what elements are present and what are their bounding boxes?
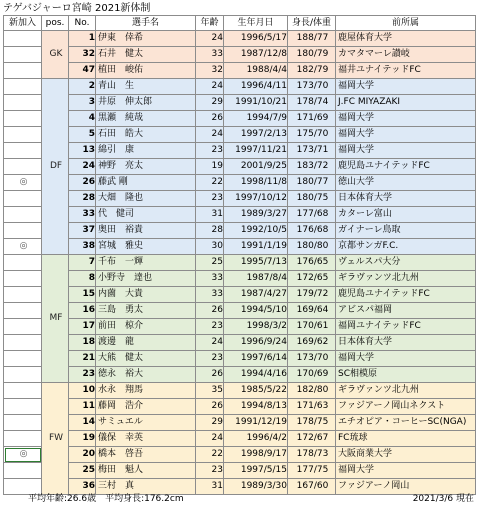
cell-name[interactable]: 井原 伸太郎 bbox=[96, 95, 196, 111]
cell-name[interactable]: 藤岡 浩介 bbox=[96, 399, 196, 415]
cell-birthdate[interactable]: 1998/3/2 bbox=[224, 319, 288, 335]
cell-age[interactable]: 25 bbox=[196, 255, 224, 271]
cell-height-weight[interactable]: 173/71 bbox=[288, 143, 336, 159]
cell-name[interactable]: 青山 生 bbox=[96, 79, 196, 95]
cell-birthdate[interactable]: 1994/7/9 bbox=[224, 111, 288, 127]
cell-age[interactable]: 26 bbox=[196, 111, 224, 127]
cell-number[interactable]: 15 bbox=[69, 287, 96, 303]
cell-prev-club[interactable]: 福岡大学 bbox=[336, 79, 476, 95]
cell-new-mark[interactable] bbox=[4, 95, 42, 111]
cell-age[interactable]: 33 bbox=[196, 287, 224, 303]
cell-age[interactable]: 24 bbox=[196, 31, 224, 47]
cell-prev-club[interactable]: 福岡大学 bbox=[336, 111, 476, 127]
cell-height-weight[interactable]: 179/72 bbox=[288, 287, 336, 303]
cell-number[interactable]: 13 bbox=[69, 143, 96, 159]
cell-height-weight[interactable]: 180/80 bbox=[288, 239, 336, 255]
cell-number[interactable]: 17 bbox=[69, 319, 96, 335]
cell-prev-club[interactable]: 徳山大学 bbox=[336, 175, 476, 191]
cell-prev-club[interactable]: 日本体育大学 bbox=[336, 335, 476, 351]
cell-prev-club[interactable]: ギラヴァンツ北九州 bbox=[336, 383, 476, 399]
cell-name[interactable]: 伊東 倖希 bbox=[96, 31, 196, 47]
cell-new-mark[interactable] bbox=[4, 159, 42, 175]
cell-number[interactable]: 23 bbox=[69, 367, 96, 383]
cell-height-weight[interactable]: 170/69 bbox=[288, 367, 336, 383]
cell-name[interactable]: 三村 真 bbox=[96, 479, 196, 495]
cell-prev-club[interactable]: ファジアーノ岡山 bbox=[336, 479, 476, 495]
cell-name[interactable]: 三島 勇太 bbox=[96, 303, 196, 319]
header-birth[interactable]: 生年月日 bbox=[224, 16, 288, 31]
cell-prev-club[interactable]: 福岡大学 bbox=[336, 143, 476, 159]
cell-age[interactable]: 23 bbox=[196, 319, 224, 335]
cell-height-weight[interactable]: 172/67 bbox=[288, 431, 336, 447]
cell-number[interactable]: 10 bbox=[69, 383, 96, 399]
cell-new-mark[interactable] bbox=[4, 399, 42, 415]
cell-prev-club[interactable]: J.FC MIYAZAKI bbox=[336, 95, 476, 111]
cell-birthdate[interactable]: 2001/9/25 bbox=[224, 159, 288, 175]
cell-age[interactable]: 22 bbox=[196, 175, 224, 191]
player-row bbox=[4, 207, 476, 223]
cell-prev-club[interactable]: 福井ユナイテッドFC bbox=[336, 63, 476, 79]
cell-birthdate[interactable]: 1989/3/30 bbox=[224, 479, 288, 495]
cell-birthdate[interactable]: 1997/5/15 bbox=[224, 463, 288, 479]
cell-birthdate[interactable]: 1987/12/8 bbox=[224, 47, 288, 63]
cell-number[interactable]: 7 bbox=[69, 255, 96, 271]
player-row bbox=[4, 95, 476, 111]
cell-name[interactable]: 石井 健太 bbox=[96, 47, 196, 63]
cell-number[interactable]: 19 bbox=[69, 431, 96, 447]
cell-birthdate[interactable]: 1998/11/8 bbox=[224, 175, 288, 191]
cell-prev-club[interactable]: 大阪商業大学 bbox=[336, 447, 476, 463]
cell-prev-club[interactable]: 鹿児島ユナイテッドFC bbox=[336, 287, 476, 303]
cell-age[interactable]: 26 bbox=[196, 367, 224, 383]
date-note: 2021/3/6 現在 bbox=[412, 494, 474, 504]
player-row bbox=[4, 223, 476, 239]
player-row bbox=[4, 127, 476, 143]
player-row bbox=[4, 367, 476, 383]
averages-note: 平均年齢:26.6歳 平均身長:176.2cm bbox=[28, 494, 184, 504]
player-row bbox=[4, 143, 476, 159]
cell-prev-club[interactable]: 京都サンガF.C. bbox=[336, 239, 476, 255]
roster-table bbox=[3, 15, 476, 495]
header-prev-club[interactable]: 前所属 bbox=[336, 16, 476, 31]
cell-prev-club[interactable]: ギラヴァンツ北九州 bbox=[336, 271, 476, 287]
cell-birthdate[interactable]: 1998/9/17 bbox=[224, 447, 288, 463]
cell-number[interactable]: 33 bbox=[69, 207, 96, 223]
cell-age[interactable]: 24 bbox=[196, 79, 224, 95]
cell-new-mark[interactable] bbox=[4, 431, 42, 447]
header-age[interactable]: 年齢 bbox=[196, 16, 224, 31]
cell-height-weight[interactable]: 169/62 bbox=[288, 335, 336, 351]
cell-new-mark[interactable] bbox=[4, 383, 42, 399]
cell-age[interactable]: 23 bbox=[196, 143, 224, 159]
cell-prev-club[interactable]: FC琉球 bbox=[336, 431, 476, 447]
cell-age[interactable]: 23 bbox=[196, 463, 224, 479]
cell-birthdate[interactable]: 1996/4/2 bbox=[224, 431, 288, 447]
header-no[interactable]: No. bbox=[69, 16, 96, 31]
cell-age[interactable]: 26 bbox=[196, 399, 224, 415]
cell-number[interactable]: 36 bbox=[69, 479, 96, 495]
cell-height-weight[interactable]: 173/70 bbox=[288, 79, 336, 95]
cell-prev-club[interactable]: カマタマーレ讃岐 bbox=[336, 47, 476, 63]
cell-new-mark[interactable] bbox=[4, 463, 42, 479]
cell-new-mark[interactable] bbox=[4, 287, 42, 303]
player-row bbox=[4, 303, 476, 319]
cell-number[interactable]: 25 bbox=[69, 463, 96, 479]
player-row bbox=[4, 447, 476, 463]
player-row bbox=[4, 383, 476, 399]
cell-age[interactable]: 32 bbox=[196, 63, 224, 79]
cell-number[interactable]: 38 bbox=[69, 239, 96, 255]
cell-new-mark[interactable] bbox=[4, 255, 42, 271]
cell-age[interactable]: 30 bbox=[196, 239, 224, 255]
cell-height-weight[interactable]: 180/75 bbox=[288, 191, 336, 207]
player-row bbox=[4, 319, 476, 335]
cell-age[interactable]: 19 bbox=[196, 159, 224, 175]
cell-birthdate[interactable]: 1991/10/21 bbox=[224, 95, 288, 111]
player-row bbox=[4, 255, 476, 271]
cell-age[interactable]: 31 bbox=[196, 207, 224, 223]
cell-prev-club[interactable]: 鹿児島ユナイテッドFC bbox=[336, 159, 476, 175]
cell-number[interactable]: 5 bbox=[69, 127, 96, 143]
cell-number[interactable]: 3 bbox=[69, 95, 96, 111]
cell-name[interactable]: 石田 皓大 bbox=[96, 127, 196, 143]
cell-birthdate[interactable]: 1985/5/22 bbox=[224, 383, 288, 399]
player-row bbox=[4, 415, 476, 431]
cell-age[interactable]: 24 bbox=[196, 335, 224, 351]
cell-new-mark[interactable] bbox=[4, 319, 42, 335]
cell-number[interactable]: 11 bbox=[69, 399, 96, 415]
cell-new-mark[interactable] bbox=[4, 47, 42, 63]
cell-prev-club[interactable]: ヴェルスパ大分 bbox=[336, 255, 476, 271]
cell-prev-club[interactable]: 福岡大学 bbox=[336, 351, 476, 367]
cell-name[interactable]: 奥田 裕貴 bbox=[96, 223, 196, 239]
cell-number[interactable]: 24 bbox=[69, 159, 96, 175]
cell-prev-club[interactable]: 福岡大学 bbox=[336, 127, 476, 143]
cell-new-mark[interactable]: ◎ bbox=[4, 175, 42, 191]
cell-new-mark[interactable] bbox=[4, 191, 42, 207]
cell-number[interactable]: 2 bbox=[69, 79, 96, 95]
cell-name[interactable]: 大熊 健太 bbox=[96, 351, 196, 367]
header-row bbox=[4, 16, 476, 31]
cell-birthdate[interactable]: 1987/8/4 bbox=[224, 271, 288, 287]
cell-position-gk[interactable]: GK bbox=[42, 31, 69, 79]
cell-number[interactable]: 8 bbox=[69, 271, 96, 287]
cell-new-mark[interactable] bbox=[4, 367, 42, 383]
cell-name[interactable]: 植田 峻佑 bbox=[96, 63, 196, 79]
cell-new-mark[interactable]: ◎ bbox=[4, 239, 42, 255]
cell-birthdate[interactable]: 1995/7/13 bbox=[224, 255, 288, 271]
cell-name[interactable]: 黒瀬 純哉 bbox=[96, 111, 196, 127]
cell-age[interactable]: 28 bbox=[196, 223, 224, 239]
cell-age[interactable]: 23 bbox=[196, 191, 224, 207]
cell-birthdate[interactable]: 1997/2/13 bbox=[224, 127, 288, 143]
cell-height-weight[interactable]: 178/75 bbox=[288, 415, 336, 431]
cell-age[interactable]: 35 bbox=[196, 383, 224, 399]
cell-new-mark[interactable] bbox=[4, 111, 42, 127]
player-row bbox=[4, 63, 476, 79]
cell-name[interactable]: 宮城 雅史 bbox=[96, 239, 196, 255]
cell-height-weight[interactable]: 178/74 bbox=[288, 95, 336, 111]
player-row bbox=[4, 79, 476, 95]
cell-birthdate[interactable]: 1989/3/27 bbox=[224, 207, 288, 223]
cell-new-mark[interactable] bbox=[4, 303, 42, 319]
cell-birthdate[interactable]: 1992/10/5 bbox=[224, 223, 288, 239]
player-row bbox=[4, 335, 476, 351]
cell-new-mark[interactable] bbox=[4, 223, 42, 239]
cell-new-mark[interactable] bbox=[4, 207, 42, 223]
cell-height-weight[interactable]: 171/69 bbox=[288, 111, 336, 127]
cell-number[interactable]: 14 bbox=[69, 415, 96, 431]
cell-number[interactable]: 32 bbox=[69, 47, 96, 63]
cell-age[interactable]: 23 bbox=[196, 351, 224, 367]
cell-age[interactable]: 29 bbox=[196, 95, 224, 111]
cell-position-mf[interactable]: MF bbox=[42, 255, 69, 383]
cell-new-mark[interactable] bbox=[4, 143, 42, 159]
cell-birthdate[interactable]: 1997/11/21 bbox=[224, 143, 288, 159]
cell-name[interactable]: 内薗 大貴 bbox=[96, 287, 196, 303]
player-row bbox=[4, 239, 476, 255]
cell-height-weight[interactable]: 167/60 bbox=[288, 479, 336, 495]
cell-name[interactable]: 千布 一輝 bbox=[96, 255, 196, 271]
cell-name[interactable]: 前田 椋介 bbox=[96, 319, 196, 335]
cell-name[interactable]: 渡邊 龍 bbox=[96, 335, 196, 351]
cell-age[interactable]: 26 bbox=[196, 303, 224, 319]
cell-age[interactable]: 29 bbox=[196, 415, 224, 431]
cell-height-weight[interactable]: 180/79 bbox=[288, 47, 336, 63]
cell-birthdate[interactable]: 1991/1/19 bbox=[224, 239, 288, 255]
player-row bbox=[4, 47, 476, 63]
cell-height-weight[interactable]: 188/77 bbox=[288, 31, 336, 47]
player-row bbox=[4, 463, 476, 479]
cell-name[interactable]: 小野寺 達也 bbox=[96, 271, 196, 287]
cell-number[interactable]: 26 bbox=[69, 175, 96, 191]
cell-age[interactable]: 33 bbox=[196, 47, 224, 63]
cell-number[interactable]: 1 bbox=[69, 31, 96, 47]
cell-birthdate[interactable]: 1997/10/12 bbox=[224, 191, 288, 207]
cell-age[interactable]: 24 bbox=[196, 431, 224, 447]
cell-height-weight[interactable]: 169/64 bbox=[288, 303, 336, 319]
cell-birthdate[interactable]: 1996/9/24 bbox=[224, 335, 288, 351]
cell-height-weight[interactable]: 177/68 bbox=[288, 207, 336, 223]
player-row bbox=[4, 399, 476, 415]
cell-height-weight[interactable]: 183/72 bbox=[288, 159, 336, 175]
cell-name[interactable]: 橋本 啓吾 bbox=[96, 447, 196, 463]
cell-number[interactable]: 28 bbox=[69, 191, 96, 207]
cell-height-weight[interactable]: 177/75 bbox=[288, 463, 336, 479]
cell-prev-club[interactable]: エチオピア・コーヒーSC(NGA) bbox=[336, 415, 476, 431]
cell-prev-club[interactable]: SC相模原 bbox=[336, 367, 476, 383]
cell-new-mark[interactable] bbox=[4, 127, 42, 143]
cell-name[interactable]: 儀保 幸英 bbox=[96, 431, 196, 447]
player-row bbox=[4, 159, 476, 175]
cell-name[interactable]: 代 健司 bbox=[96, 207, 196, 223]
cell-age[interactable]: 22 bbox=[196, 447, 224, 463]
cell-number[interactable]: 18 bbox=[69, 335, 96, 351]
cell-new-mark[interactable] bbox=[4, 335, 42, 351]
cell-new-mark[interactable] bbox=[4, 271, 42, 287]
cell-birthdate[interactable]: 1996/4/11 bbox=[224, 79, 288, 95]
cell-name[interactable]: 神野 亮太 bbox=[96, 159, 196, 175]
cell-height-weight[interactable]: 172/65 bbox=[288, 271, 336, 287]
cell-name[interactable]: 大畑 隆也 bbox=[96, 191, 196, 207]
cell-number[interactable]: 4 bbox=[69, 111, 96, 127]
cell-position-fw[interactable]: FW bbox=[42, 383, 69, 495]
player-row bbox=[4, 111, 476, 127]
cell-number[interactable]: 47 bbox=[69, 63, 96, 79]
header-pos[interactable]: pos. bbox=[42, 16, 69, 31]
cell-birthdate[interactable]: 1991/12/19 bbox=[224, 415, 288, 431]
cell-birthdate[interactable]: 1987/4/27 bbox=[224, 287, 288, 303]
cell-birthdate[interactable]: 1988/4/4 bbox=[224, 63, 288, 79]
player-row bbox=[4, 191, 476, 207]
cell-birthdate[interactable]: 1994/4/16 bbox=[224, 367, 288, 383]
player-row bbox=[4, 431, 476, 447]
cell-new-mark[interactable] bbox=[4, 63, 42, 79]
cell-new-mark[interactable] bbox=[4, 79, 42, 95]
cell-prev-club[interactable]: 鹿屋体育大学 bbox=[336, 31, 476, 47]
cell-height-weight[interactable]: 176/68 bbox=[288, 223, 336, 239]
cell-age[interactable]: 24 bbox=[196, 127, 224, 143]
cell-height-weight[interactable]: 170/61 bbox=[288, 319, 336, 335]
cell-birthdate[interactable]: 1994/8/13 bbox=[224, 399, 288, 415]
cell-prev-club[interactable]: 福岡大学 bbox=[336, 463, 476, 479]
roster-body bbox=[4, 31, 476, 495]
player-row bbox=[4, 287, 476, 303]
cell-prev-club[interactable]: ファジアーノ岡山ネクスト bbox=[336, 399, 476, 415]
cell-height-weight[interactable]: 176/65 bbox=[288, 255, 336, 271]
cell-age[interactable]: 31 bbox=[196, 479, 224, 495]
cell-prev-club[interactable]: ガイナーレ鳥取 bbox=[336, 223, 476, 239]
cell-birthdate[interactable]: 1996/5/17 bbox=[224, 31, 288, 47]
cell-prev-club[interactable]: 日本体育大学 bbox=[336, 191, 476, 207]
cell-birthdate[interactable]: 1994/5/10 bbox=[224, 303, 288, 319]
player-row bbox=[4, 31, 476, 47]
player-row bbox=[4, 175, 476, 191]
cell-number[interactable]: 21 bbox=[69, 351, 96, 367]
cell-name[interactable]: 綿引 康 bbox=[96, 143, 196, 159]
cell-name[interactable]: 水永 翔馬 bbox=[96, 383, 196, 399]
cell-name[interactable]: 梅田 魁人 bbox=[96, 463, 196, 479]
cell-height-weight[interactable]: 173/70 bbox=[288, 351, 336, 367]
cell-number[interactable]: 16 bbox=[69, 303, 96, 319]
header-height-weight[interactable]: 身長/体重 bbox=[288, 16, 336, 31]
cell-height-weight[interactable]: 175/70 bbox=[288, 127, 336, 143]
cell-age[interactable]: 33 bbox=[196, 271, 224, 287]
cell-prev-club[interactable]: アビスパ福岡 bbox=[336, 303, 476, 319]
header-new[interactable]: 新加入 bbox=[4, 16, 42, 31]
cell-name[interactable]: 徳永 裕大 bbox=[96, 367, 196, 383]
cell-height-weight[interactable]: 171/63 bbox=[288, 399, 336, 415]
cell-height-weight[interactable]: 180/77 bbox=[288, 175, 336, 191]
cell-new-mark[interactable] bbox=[4, 31, 42, 47]
header-name[interactable]: 選手名 bbox=[96, 16, 196, 31]
cell-height-weight[interactable]: 182/79 bbox=[288, 63, 336, 79]
cell-new-mark[interactable]: ◎ bbox=[4, 447, 42, 463]
cell-birthdate[interactable]: 1997/6/14 bbox=[224, 351, 288, 367]
cell-name[interactable]: 藤武 剛 bbox=[96, 175, 196, 191]
player-row bbox=[4, 351, 476, 367]
cell-number[interactable]: 20 bbox=[69, 447, 96, 463]
cell-height-weight[interactable]: 178/73 bbox=[288, 447, 336, 463]
cell-prev-club[interactable]: カターレ富山 bbox=[336, 207, 476, 223]
cell-new-mark[interactable] bbox=[4, 415, 42, 431]
cell-name[interactable]: サミュエル bbox=[96, 415, 196, 431]
cell-new-mark[interactable] bbox=[4, 351, 42, 367]
cell-position-df[interactable]: DF bbox=[42, 79, 69, 255]
cell-number[interactable]: 37 bbox=[69, 223, 96, 239]
player-row bbox=[4, 271, 476, 287]
cell-height-weight[interactable]: 182/80 bbox=[288, 383, 336, 399]
cell-prev-club[interactable]: 福岡ユナイテッドFC bbox=[336, 319, 476, 335]
sheet-title: テゲバジャーロ宮崎 2021新体制 bbox=[3, 3, 151, 14]
